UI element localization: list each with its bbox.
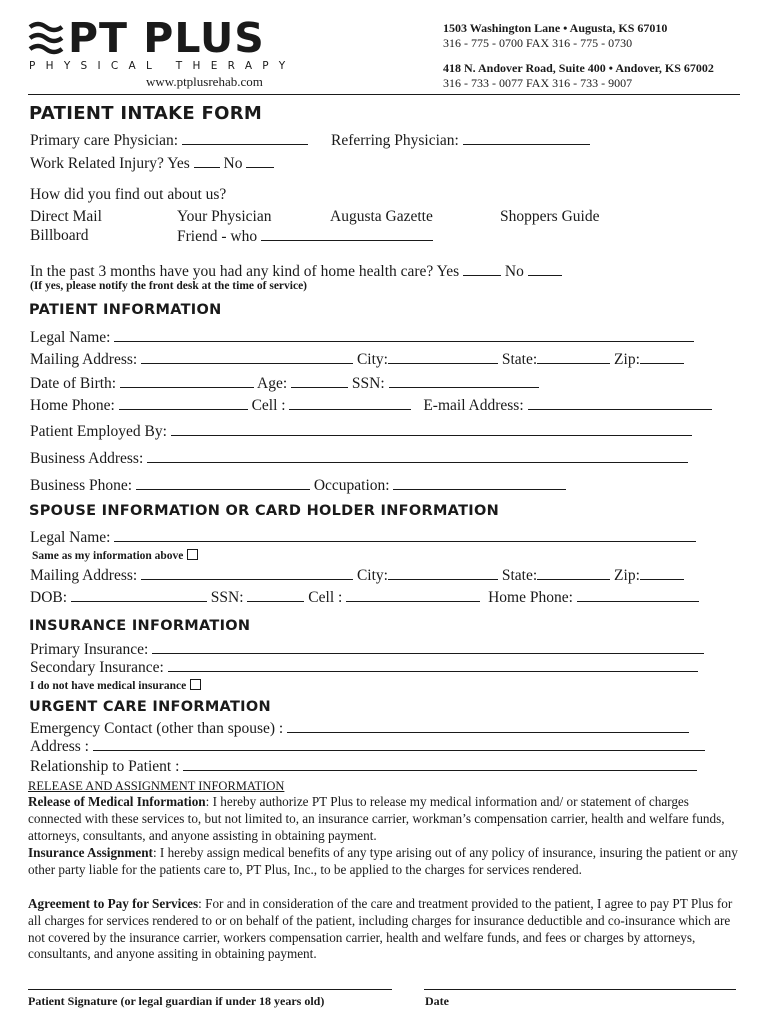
employed-by-label: Patient Employed By:: [30, 423, 167, 440]
option-shoppers-guide[interactable]: Shoppers Guide: [500, 208, 600, 225]
header-divider: [28, 94, 740, 95]
brand-name: PT PLUS: [68, 14, 265, 62]
emergency-contact-label: Emergency Contact (other than spouse) :: [30, 720, 284, 737]
state-field[interactable]: [537, 350, 610, 364]
spouse-city-field[interactable]: [388, 566, 498, 580]
zip-field[interactable]: [640, 350, 684, 364]
emergency-contact-field[interactable]: [287, 719, 689, 733]
release-medical-title: Release of Medical Information: [28, 794, 206, 809]
dob-label: Date of Birth:: [30, 375, 117, 392]
mailing-address-label: Mailing Address:: [30, 351, 138, 368]
release-medical-paragraph: [28, 794, 744, 844]
business-address-label: Business Address:: [30, 450, 144, 467]
urgent-address-label: Address :: [30, 738, 89, 755]
option-friend-who[interactable]: Friend - who: [177, 228, 258, 245]
spouse-home-phone-label: Home Phone:: [488, 589, 573, 606]
spouse-zip-label: Zip:: [614, 567, 640, 584]
state-label: State:: [501, 351, 538, 368]
no-insurance-checkbox[interactable]: [190, 679, 201, 690]
referring-physician-label: Referring Physician:: [331, 132, 459, 149]
home-health-question: In the past 3 months have you had any kind of home health care? Yes: [30, 263, 460, 280]
spouse-home-phone-field[interactable]: [577, 588, 699, 602]
date-label: Date: [425, 994, 449, 1008]
ssn-field[interactable]: [389, 374, 539, 388]
home-health-no-field[interactable]: [528, 262, 562, 276]
option-augusta-gazette[interactable]: Augusta Gazette: [330, 208, 433, 225]
cell-field[interactable]: [289, 396, 411, 410]
spouse-ssn-field[interactable]: [247, 588, 304, 602]
email-label: E-mail Address:: [423, 397, 524, 414]
home-health-note: (If yes, please notify the front desk at the time of service): [30, 280, 308, 292]
option-billboard[interactable]: Billboard: [30, 227, 89, 244]
insurance-info-heading: INSURANCE INFORMATION: [29, 618, 251, 634]
legal-name-field[interactable]: [114, 328, 694, 342]
spouse-dob-label: DOB:: [30, 589, 68, 606]
agreement-paragraph: [28, 896, 744, 963]
spouse-state-field[interactable]: [537, 566, 610, 580]
patient-info-heading: PATIENT INFORMATION: [29, 302, 222, 318]
secondary-insurance-field[interactable]: [168, 658, 698, 672]
spouse-city-label: City:: [356, 567, 388, 584]
urgent-address-field[interactable]: [93, 737, 705, 751]
home-health-no-label: No: [504, 263, 524, 280]
insurance-assignment-text: : I hereby assign medical benefits of any type arising out of any policy of insurance, insuring the patient or any other party liable for the patients care to, PT Plus, Inc., to be applied to the charges for services rendered.: [28, 845, 738, 877]
email-field[interactable]: [528, 396, 712, 410]
cell-label: Cell :: [251, 397, 286, 414]
home-health-yes-field[interactable]: [463, 262, 501, 276]
signature-label: Patient Signature (or legal guardian if under 18 years old): [28, 994, 325, 1008]
city-label: City:: [356, 351, 388, 368]
office2-address: 418 N. Andover Road, Suite 400 • Andover, KS 67002: [443, 61, 714, 75]
spouse-legal-name-field[interactable]: [114, 528, 696, 542]
signature-line[interactable]: [28, 989, 392, 990]
spouse-ssn-label: SSN:: [210, 589, 244, 606]
spouse-info-heading: SPOUSE INFORMATION OR CARD HOLDER INFORMATION: [29, 503, 500, 519]
work-injury-no-label: No: [223, 155, 243, 172]
secondary-insurance-label: Secondary Insurance:: [30, 659, 164, 676]
friend-who-field[interactable]: [261, 227, 433, 241]
spouse-state-label: State:: [501, 567, 538, 584]
primary-physician-field[interactable]: [182, 131, 308, 145]
age-label: Age:: [257, 375, 288, 392]
age-field[interactable]: [291, 374, 348, 388]
waves-logo-icon: [28, 20, 64, 58]
same-as-checkbox[interactable]: [187, 549, 198, 560]
home-phone-label: Home Phone:: [30, 397, 115, 414]
page-title: PATIENT INTAKE FORM: [29, 103, 263, 124]
agreement-text: : For and in consideration of the care and treatment provided to the patient, I agree to pay PT Plus for all charges for services rendered to or on behalf of the patient, including charges for insurance deductible and co-insurance which are not covered by the insurance carrier, workers compensation carrier, health and welfare funds, and fees or charges by attorneys, consultants, and anyone assiting in obtaining payment.: [28, 896, 733, 962]
home-phone-field[interactable]: [119, 396, 248, 410]
release-heading: RELEASE AND ASSIGNMENT INFORMATION: [28, 779, 285, 793]
date-line[interactable]: [424, 989, 736, 990]
referring-physician-field[interactable]: [463, 131, 590, 145]
spouse-cell-label: Cell :: [308, 589, 343, 606]
employed-by-field[interactable]: [171, 422, 692, 436]
same-as-label: Same as my information above: [32, 550, 184, 562]
option-direct-mail[interactable]: Direct Mail: [30, 208, 102, 225]
release-medical-text: : I hereby authorize PT Plus to release my medical information and/ or statement of charges connected with these services to, but not limited to, an insurance carrier, workman’s compensation carrier, health and welfare funds, attorneys, consultants, and anyone assisting in obtaining payment.: [28, 794, 725, 843]
spouse-mailing-address-label: Mailing Address:: [30, 567, 138, 584]
agreement-title: Agreement to Pay for Services: [28, 896, 199, 911]
business-phone-label: Business Phone:: [30, 477, 133, 494]
primary-insurance-label: Primary Insurance:: [30, 641, 149, 658]
primary-physician-label: Primary care Physician:: [30, 132, 179, 149]
mailing-address-field[interactable]: [141, 350, 353, 364]
business-address-field[interactable]: [147, 449, 688, 463]
spouse-mailing-address-field[interactable]: [141, 566, 353, 580]
work-injury-yes-field[interactable]: [194, 154, 220, 168]
business-phone-field[interactable]: [136, 476, 310, 490]
no-insurance-label: I do not have medical insurance: [30, 680, 187, 692]
spouse-cell-field[interactable]: [346, 588, 480, 602]
dob-field[interactable]: [120, 374, 254, 388]
occupation-label: Occupation:: [313, 477, 390, 494]
spouse-legal-name-label: Legal Name:: [30, 529, 111, 546]
city-field[interactable]: [388, 350, 498, 364]
tagline: PHYSICAL THERAPY: [29, 60, 296, 72]
office1-phone: 316 - 775 - 0700 FAX 316 - 775 - 0730: [443, 36, 633, 50]
occupation-field[interactable]: [393, 476, 566, 490]
find-us-question: How did you find out about us?: [30, 186, 227, 203]
office1-address: 1503 Washington Lane • Augusta, KS 67010: [443, 21, 668, 35]
insurance-assignment-paragraph: [28, 845, 744, 879]
primary-insurance-field[interactable]: [152, 640, 704, 654]
website: www.ptplusrehab.com: [146, 74, 263, 89]
urgent-care-heading: URGENT CARE INFORMATION: [29, 699, 271, 715]
spouse-zip-field[interactable]: [640, 566, 684, 580]
relationship-label: Relationship to Patient :: [30, 758, 180, 775]
ssn-label: SSN:: [351, 375, 385, 392]
work-injury-no-field[interactable]: [246, 154, 274, 168]
legal-name-label: Legal Name:: [30, 329, 111, 346]
work-injury-label: Work Related Injury? Yes: [30, 155, 190, 172]
insurance-assignment-title: Insurance Assignment: [28, 845, 153, 860]
spouse-dob-field[interactable]: [71, 588, 207, 602]
option-your-physician[interactable]: Your Physician: [177, 208, 272, 225]
office2-phone: 316 - 733 - 0077 FAX 316 - 733 - 9007: [443, 76, 633, 90]
relationship-field[interactable]: [183, 757, 697, 771]
zip-label: Zip:: [614, 351, 640, 368]
